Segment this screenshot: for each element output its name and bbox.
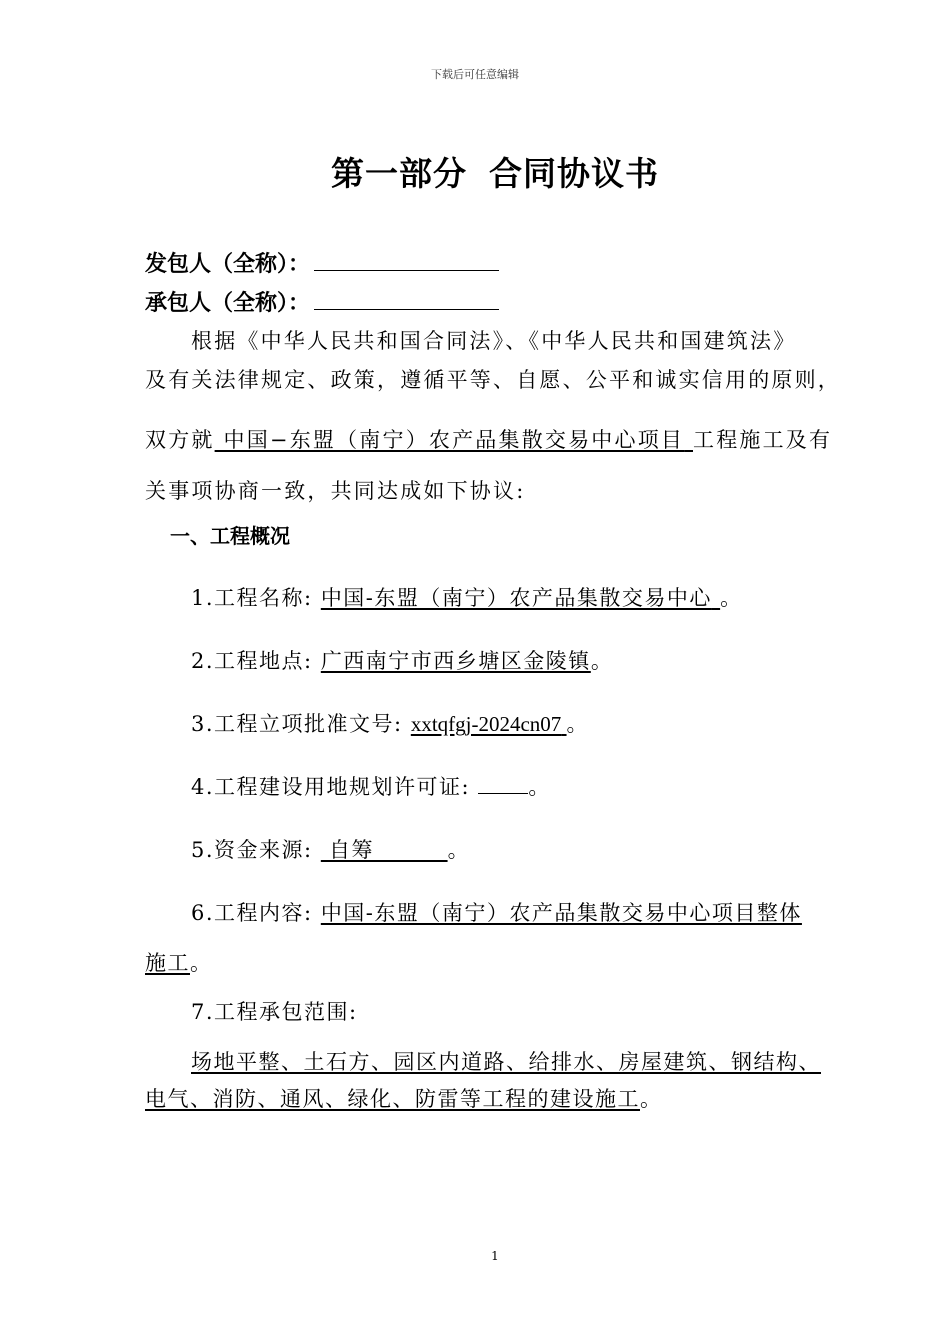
project-name-value: 中国-东盟（南宁）农产品集散交易中心 <box>320 586 712 610</box>
contractor-label: 承包人（全称）： <box>145 291 311 316</box>
item-1: 1.工程名称: 中国-东盟（南宁）农产品集散交易中心 。 <box>191 586 743 610</box>
preamble-prefix: 双方就 <box>145 428 215 452</box>
item-6 <box>191 897 802 927</box>
scope-line-1: 场地平整、土石方、园区内道路、给排水、房屋建筑、钢结构、 <box>191 1050 821 1074</box>
preamble-suffix: 工程施工及有 <box>693 428 833 452</box>
project-name-label: 1.工程名称: <box>191 586 313 610</box>
project-location-label: 2.工程地点: <box>191 649 313 673</box>
preamble-line-1: 根据《中华人民共和国合同法》、《中华人民共和国建筑法》 <box>191 329 797 353</box>
item-3: 3.工程立项批准文号: xxtqfgj-2024cn07 。 <box>191 712 590 736</box>
work-content-value-cont: 施工 <box>145 951 190 975</box>
preamble-line-2: 及有关法律规定、政策，遵循平等、自愿、公平和诚实信用的原则， <box>145 368 841 392</box>
item-5: 5.资金来源: 自筹 。 <box>191 838 471 862</box>
employer-line <box>145 247 499 278</box>
scope-line-2: 电气、消防、通风、绿化、防雷等工程的建设施工。 <box>145 1087 663 1111</box>
employer-label: 发包人（全称）： <box>145 252 311 277</box>
work-content-value: 中国-东盟（南宁）农产品集散交易中心项目整体 <box>320 901 802 925</box>
item-4: 4.工程建设用地规划许可证: 。 <box>191 775 551 799</box>
land-permit-label: 4.工程建设用地规划许可证: <box>191 775 471 799</box>
preamble-line-4: 关事项协商一致，共同达成如下协议: <box>145 479 526 503</box>
title-main: 合同协议书 <box>489 154 659 193</box>
work-content-label: 6.工程内容: <box>191 901 313 925</box>
title-part: 第一部分 <box>331 154 467 193</box>
funding-source-label: 5.资金来源: <box>191 838 313 862</box>
land-permit-blank[interactable] <box>478 775 528 794</box>
contractor-blank[interactable] <box>314 289 499 310</box>
contractor-line <box>145 286 499 317</box>
project-name: 中国−东盟（南宁）农产品集散交易中心项目 <box>223 428 685 452</box>
page-number: 1 <box>491 1249 499 1263</box>
section-1-heading: 一、工程概况 <box>170 524 290 548</box>
item-6-cont: 施工。 <box>145 951 213 975</box>
project-location-value: 广西南宁市西乡塘区金陵镇 <box>320 649 591 673</box>
page-header: 下载后可任意编辑 <box>431 68 519 81</box>
funding-source-value: 自筹 <box>329 838 374 862</box>
approval-number-value: xxtqfgj-2024cn07 <box>410 712 562 736</box>
document-title <box>0 148 950 195</box>
employer-blank[interactable] <box>314 250 499 271</box>
item-2: 2.工程地点: 广西南宁市西乡塘区金陵镇。 <box>191 649 614 673</box>
item-7: 7.工程承包范围: <box>191 1000 358 1024</box>
approval-number-label: 3.工程立项批准文号: <box>191 712 403 736</box>
preamble-line-3 <box>145 424 832 454</box>
